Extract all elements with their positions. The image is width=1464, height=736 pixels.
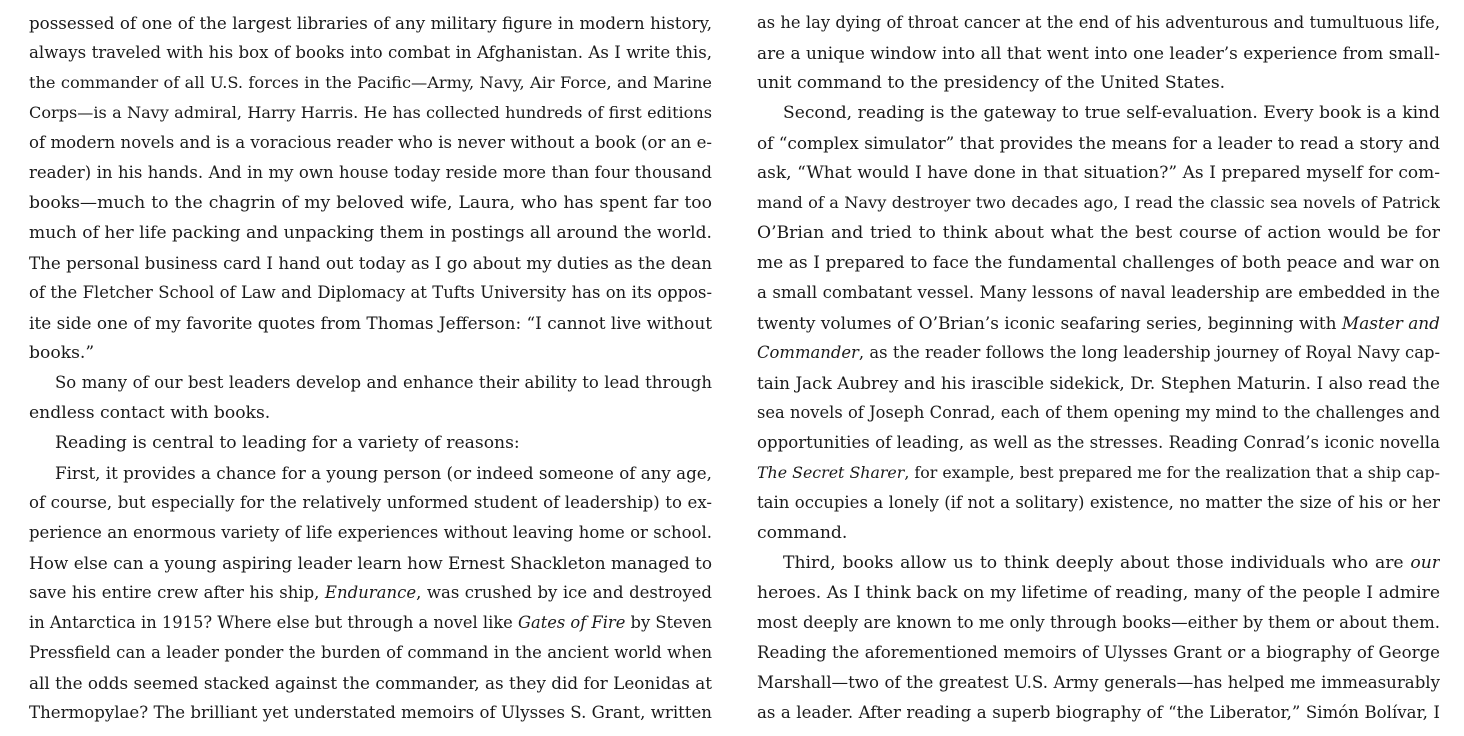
text-line — [757, 428, 1440, 458]
text-segment: of modern novels and is a voracious reader who is never without a book (or an e- — [29, 133, 712, 152]
text-line — [757, 38, 1440, 68]
text-line — [29, 518, 712, 548]
text-segment: twenty volumes of O’Brian’s iconic seafaring series, beginning with — [757, 313, 1342, 333]
text-segment: save his entire crew after his ship, — [29, 583, 325, 602]
italic-title-text: Master and — [1341, 313, 1440, 333]
text-segment: O’Brian and tried to think about what the best course of action would be for — [757, 223, 1440, 243]
text-segment: are a unique window into all that went into one leader’s experience from small- — [757, 43, 1440, 63]
text-line — [29, 308, 712, 338]
text-segment: sea novels of Joseph Conrad, each of them opening my mind to the challenges and — [757, 403, 1440, 422]
text-line — [29, 38, 712, 68]
text-line — [29, 128, 712, 158]
text-line — [29, 428, 712, 458]
text-line — [757, 518, 1440, 548]
text-line — [29, 68, 712, 98]
text-line — [757, 248, 1440, 278]
text-segment: as he lay dying of throat cancer at the end of his adventurous and tumultuous life, — [757, 13, 1440, 32]
text-segment: unit command to the presidency of the United States. — [757, 73, 1226, 93]
text-line — [29, 488, 712, 518]
text-line — [757, 488, 1440, 518]
text-segment: , was crushed by ice and destroyed — [416, 583, 712, 602]
text-segment: in Antarctica in 1915? Where else but through a novel like — [29, 613, 518, 632]
text-line — [29, 218, 712, 248]
text-segment: endless contact with books. — [29, 403, 271, 423]
text-line — [757, 668, 1440, 698]
text-line — [29, 698, 712, 728]
text-segment: a small combatant vessel. Many lessons of naval leadership are embedded in the — [757, 283, 1440, 302]
text-segment: most deeply are known to me only through books—either by them or about them. — [757, 613, 1440, 632]
text-segment: Marshall—two of the greatest U.S. Army generals—has helped me immeasurably — [757, 673, 1440, 692]
text-line — [29, 158, 712, 188]
text-line — [757, 218, 1440, 248]
text-line — [757, 458, 1440, 488]
text-segment: books.” — [29, 343, 95, 363]
text-line — [29, 278, 712, 308]
text-segment: the commander of all U.S. forces in the Pacific—Army, Navy, Air Force, and Marine — [29, 73, 712, 92]
italic-title-text: Commander — [757, 343, 859, 362]
text-line — [757, 68, 1440, 98]
text-segment: me as I prepared to face the fundamental challenges of both peace and war on — [757, 253, 1440, 273]
text-segment: ite side one of my favorite quotes from Thomas Jefferson: “I cannot live without — [29, 313, 712, 333]
text-segment: books—much to the chagrin of my beloved wife, Laura, who has spent far too — [29, 193, 712, 213]
text-line — [29, 398, 712, 428]
text-segment: Reading is central to leading for a variety of reasons: — [55, 433, 520, 453]
text-segment: all the odds seemed stacked against the commander, as they did for Leonidas at — [29, 673, 712, 693]
text-line — [757, 698, 1440, 728]
text-segment: mand of a Navy destroyer two decades ago, I read the classic sea novels of Patrick — [757, 193, 1440, 212]
text-line — [757, 8, 1440, 38]
text-segment: Corps—is a Navy admiral, Harry Harris. He has collected hundreds of first editions — [29, 103, 712, 122]
italic-title-text: our — [1410, 553, 1440, 573]
text-segment: So many of our best leaders develop and enhance their ability to lead through — [55, 373, 712, 392]
text-segment: by Steven — [625, 613, 712, 632]
text-line — [29, 98, 712, 128]
text-segment: much of her life packing and unpacking them in postings all around the world. — [29, 223, 712, 243]
text-line — [29, 638, 712, 668]
text-line — [757, 188, 1440, 218]
text-segment: Third, books allow us to think deeply about those individuals who are — [783, 553, 1411, 573]
text-line — [29, 248, 712, 278]
text-segment: possessed of one of the largest libraries of any military figure in modern history, — [29, 13, 712, 33]
text-segment: of course, but especially for the relatively unformed student of leadership) to ex- — [29, 493, 712, 512]
text-line — [29, 368, 712, 398]
text-segment: perience an enormous variety of life experiences without leaving home or school. — [29, 523, 712, 542]
text-segment: always traveled with his box of books into combat in Afghanistan. As I write this, — [29, 43, 712, 62]
text-segment: Reading the aforementioned memoirs of Ulysses Grant or a biography of George — [757, 643, 1440, 662]
text-segment: as a leader. After reading a superb biography of “the Liberator,” Simón Bolívar, I — [757, 703, 1440, 722]
text-segment: Second, reading is the gateway to true self-evaluation. Every book is a kind — [783, 103, 1440, 123]
text-line — [29, 458, 712, 488]
text-line — [757, 98, 1440, 128]
text-segment: ask, “What would I have done in that situation?” As I prepared myself for com- — [757, 163, 1440, 183]
text-segment: , for example, best prepared me for the realization that a ship cap- — [904, 463, 1440, 482]
text-segment: Pressfield can a leader ponder the burden of command in the ancient world when — [29, 643, 712, 662]
left-page-column — [29, 8, 712, 728]
text-line — [29, 8, 712, 38]
italic-title-text: Endurance — [324, 583, 417, 602]
text-line — [757, 308, 1440, 338]
text-line — [29, 608, 712, 638]
italic-title-text: The Secret Sharer — [757, 463, 905, 482]
italic-title-text: Gates of Fire — [518, 613, 626, 632]
text-segment: How else can a young aspiring leader learn how Ernest Shackleton managed to — [29, 553, 712, 573]
text-line — [757, 548, 1440, 578]
text-line — [29, 578, 712, 608]
text-segment: reader) in his hands. And in my own house today reside more than four thousand — [29, 163, 712, 182]
text-line — [757, 608, 1440, 638]
text-segment: The personal business card I hand out today as I go about my duties as the dean — [29, 253, 712, 273]
text-segment: tain occupies a lonely (if not a solitary) existence, no matter the size of his or her — [757, 493, 1440, 512]
text-segment: of the Fletcher School of Law and Diplomacy at Tufts University has on its oppos- — [29, 283, 712, 302]
text-segment: of “complex simulator” that provides the means for a leader to read a story and — [757, 133, 1440, 153]
text-line — [757, 278, 1440, 308]
text-line — [757, 368, 1440, 398]
text-line — [29, 188, 712, 218]
text-line — [757, 128, 1440, 158]
text-segment: First, it provides a chance for a young person (or indeed someone of any age, — [55, 463, 712, 483]
text-line — [757, 338, 1440, 368]
text-segment: command. — [757, 523, 848, 543]
text-line — [29, 668, 712, 698]
text-segment: opportunities of leading, as well as the stresses. Reading Conrad’s iconic novella — [757, 433, 1440, 452]
text-segment: heroes. As I think back on my lifetime of reading, many of the people I admire — [757, 583, 1440, 603]
text-segment: Thermopylae? The brilliant yet understated memoirs of Ulysses S. Grant, written — [29, 703, 712, 722]
text-line — [29, 548, 712, 578]
text-line — [757, 398, 1440, 428]
text-line — [757, 578, 1440, 608]
right-page-column — [757, 8, 1440, 728]
text-line — [757, 638, 1440, 668]
text-line — [757, 158, 1440, 188]
text-segment: , as the reader follows the long leadership journey of Royal Navy cap- — [858, 343, 1440, 362]
text-segment: tain Jack Aubrey and his irascible sidekick, Dr. Stephen Maturin. I also read the — [757, 373, 1440, 393]
text-line — [29, 338, 712, 368]
